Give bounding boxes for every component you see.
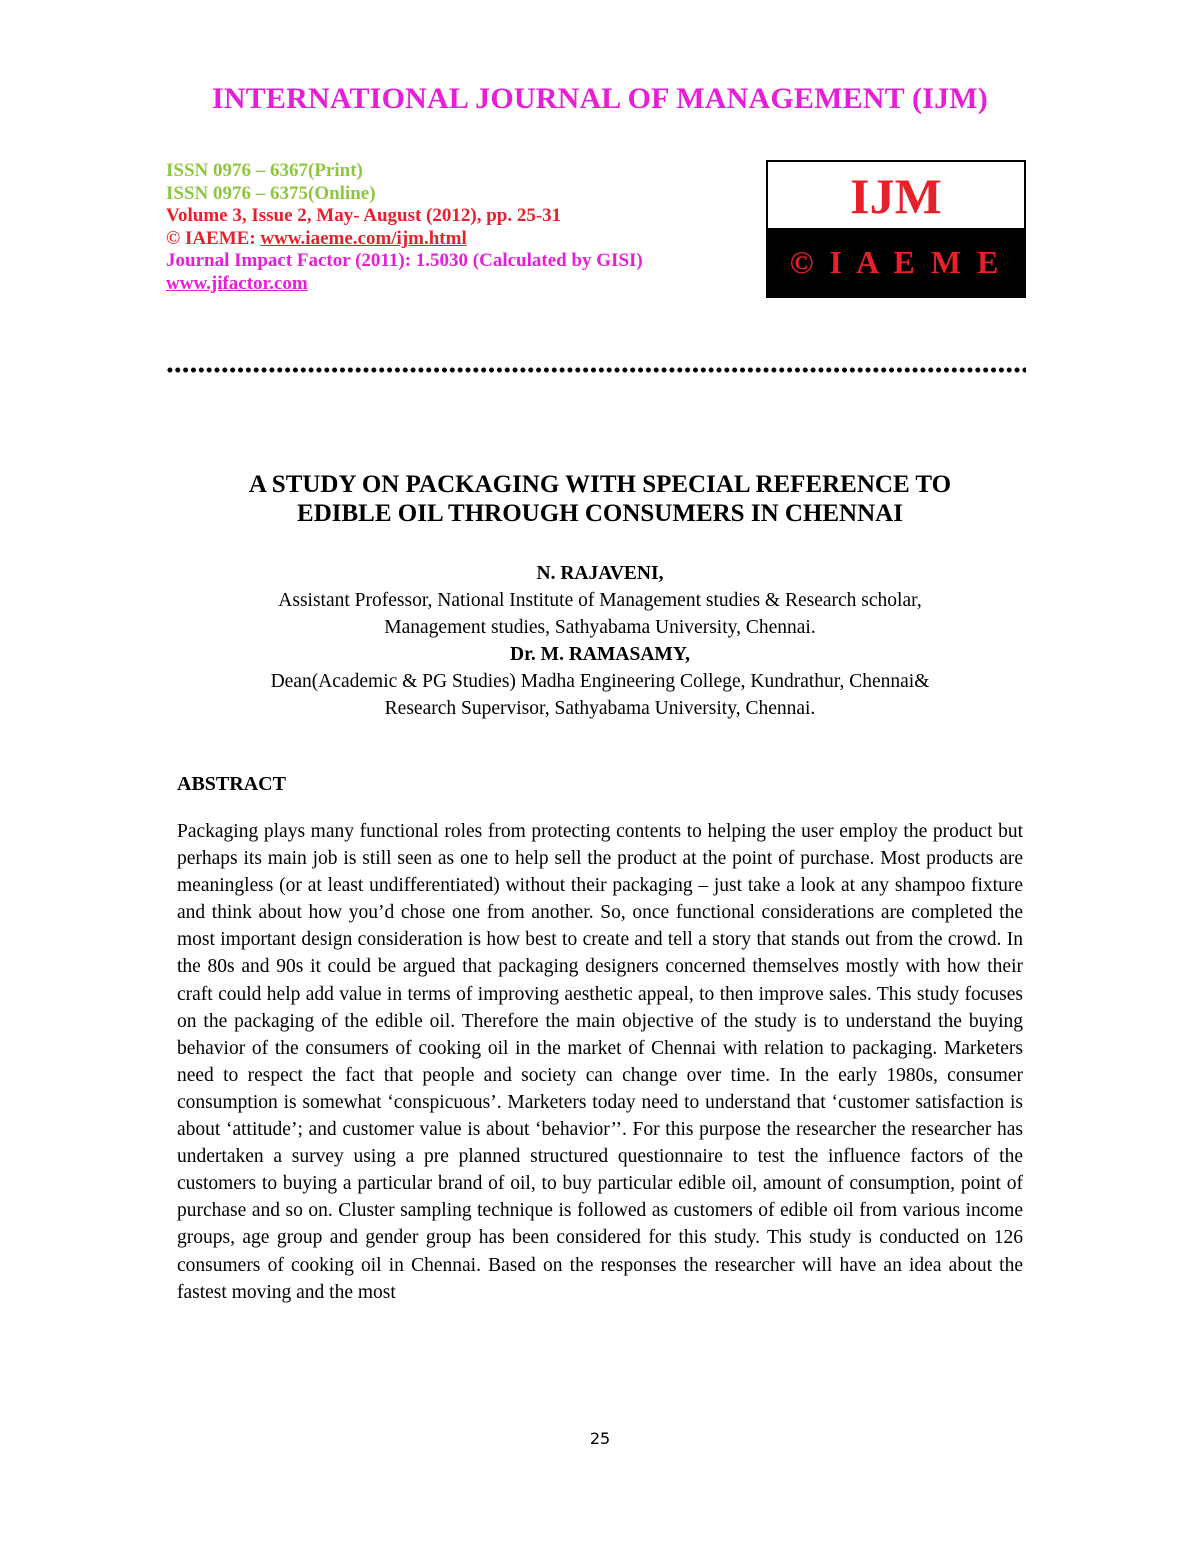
author-name-2: Dr. M. RAMASAMY, bbox=[509, 644, 690, 665]
author-affiliation-1a: Assistant Professor, National Institute of Management studies & Research scholar, bbox=[278, 590, 922, 611]
iaeme-link[interactable]: www.iaeme.com/ijm.html bbox=[260, 227, 467, 249]
author-affiliation-1b: Management studies, Sathyabama University, Chennai. bbox=[384, 617, 816, 638]
author-affiliation-2b: Research Supervisor, Sathyabama University, Chennai. bbox=[384, 698, 816, 719]
journal-title: INTERNATIONAL JOURNAL OF MANAGEMENT (IJM) bbox=[211, 82, 988, 115]
paper-title bbox=[0, 470, 1200, 528]
jifactor-link[interactable]: www.jifactor.com bbox=[166, 272, 308, 294]
impact-factor: Journal Impact Factor (2011): 1.5030 (Calculated by GISI) bbox=[166, 250, 643, 271]
author-affiliation-2a: Dean(Academic & PG Studies) Madha Engineering College, Kundrathur, Chennai& bbox=[270, 671, 930, 692]
volume-info: Volume 3, Issue 2, May- August (2012), pp. 25-31 bbox=[166, 205, 562, 226]
logo-iaeme-text: © I A E M E bbox=[768, 228, 1024, 296]
journal-metadata bbox=[166, 160, 643, 295]
authors bbox=[0, 560, 1200, 722]
copyright-line bbox=[166, 228, 643, 251]
issn-print: ISSN 0976 – 6367(Print) bbox=[166, 160, 363, 181]
logo-ijm-text: IJM bbox=[850, 168, 942, 224]
issn-online: ISSN 0976 – 6375(Online) bbox=[166, 182, 376, 204]
dotted-divider bbox=[166, 365, 1026, 375]
abstract-heading: ABSTRACT bbox=[177, 773, 286, 795]
abstract-text: Packaging plays many functional roles from protecting contents to helping the user employ the product but perhaps its main job is still seen as one to help sell the product at the point of purchase. Most products are meaningless (or at least undifferentiated) without their packaging – just take a look at any shampoo fixture and think about how you’d chose one from another. So, once functional considerations are completed the most important design consideration is how best to create and tell a story that stands out from the crowd. In the 80s and 90s it could be argued that packaging designers concerned themselves mostly with how their craft could help add value in terms of improving aesthetic appeal, to then improve sales. This study focuses on the packaging of the edible oil. Therefore the main objective of the study is to understand the buying behavior of the consumers of cooking oil in the market of Chennai with relation to packaging. Marketers need to respect the fact that people and society can change over time. In the early 1980s, consumer consumption is somewhat ‘conspicuous’. Marketers today need to understand that ‘customer satisfaction is about ‘attitude’; and customer value is about ‘behavior’’. For this purpose the researcher the researcher has undertaken a survey using a pre planned structured questionnaire to test the influence factors of the customers to buying a particular brand of oil, to buy particular edible oil, amount of consumption, point of purchase and so on. Cluster sampling technique is followed as customers of edible oil from various income groups, age group and gender group has been considered for this study. This study is conducted on 126 consumers of cooking oil in Chennai. Based on the responses the researcher will have an idea about the fastest moving and the most bbox=[177, 821, 1023, 1303]
paper-title-line-1: A STUDY ON PACKAGING WITH SPECIAL REFERENCE TO bbox=[248, 471, 952, 498]
paper-title-line-2: EDIBLE OIL THROUGH CONSUMERS IN CHENNAI bbox=[297, 500, 903, 527]
copyright-prefix: © IAEME: bbox=[166, 227, 261, 249]
page-number: 25 bbox=[589, 1429, 611, 1448]
ijm-logo bbox=[766, 160, 1026, 298]
author-name-1: N. RAJAVENI, bbox=[536, 563, 664, 584]
